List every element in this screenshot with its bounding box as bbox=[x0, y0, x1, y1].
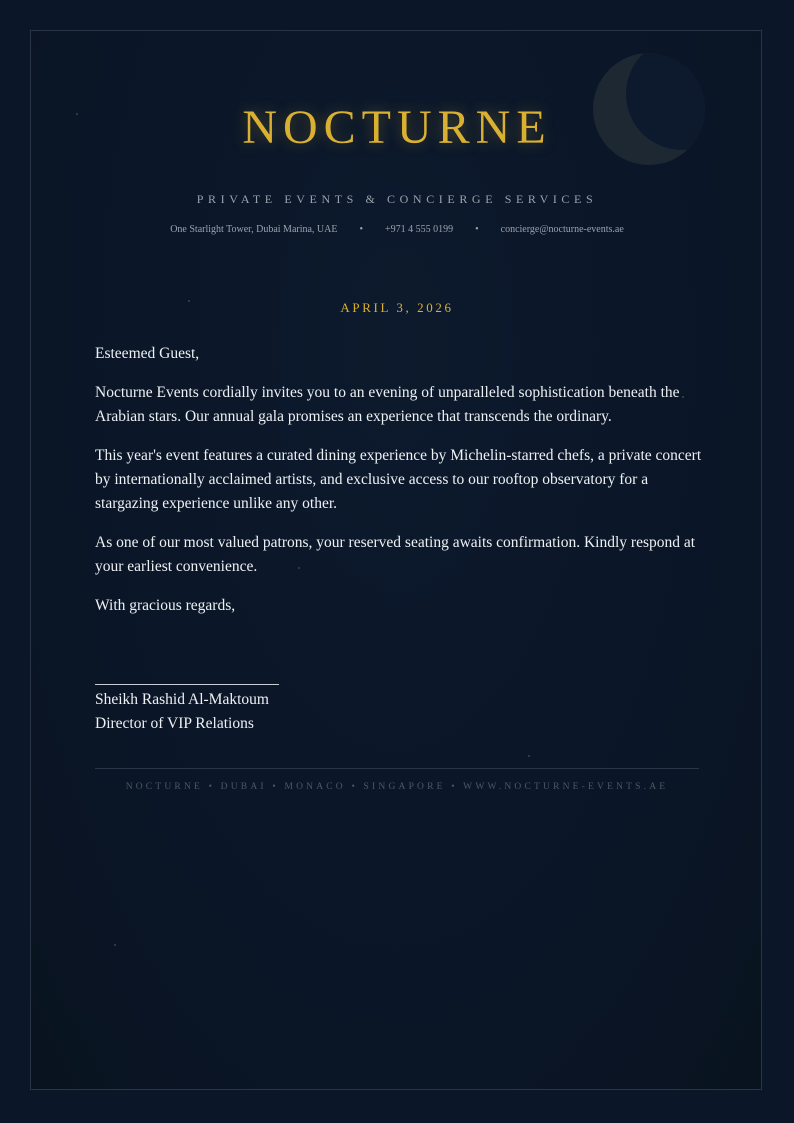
paragraph: This year's event features a curated dining experience by Michelin-starred chefs, a private concert by internationally acclaimed artists, and exclusive access to our rooftop observatory for a stargazing experience unlike any other. bbox=[95, 447, 702, 512]
signatory-name: Sheikh Rashid Al-Maktoum bbox=[95, 691, 269, 708]
address: One Starlight Tower, Dubai Marina, UAE bbox=[170, 224, 338, 235]
letter-body bbox=[95, 342, 705, 633]
signatory-title: Director of VIP Relations bbox=[95, 715, 254, 732]
email: concierge@nocturne-events.ae bbox=[500, 224, 624, 235]
signature-line bbox=[95, 684, 279, 685]
brand-logo: NOCTURNE bbox=[242, 101, 552, 154]
separator: • bbox=[475, 224, 479, 235]
footer-text: NOCTURNE • DUBAI • MONACO • SINGAPORE • WWW.NOCTURNE-EVENTS.AE bbox=[125, 782, 669, 792]
star-decoration bbox=[528, 755, 530, 757]
tagline: PRIVATE EVENTS & CONCIERGE SERVICES bbox=[196, 192, 598, 206]
paragraph: As one of our most valued patrons, your reserved seating awaits confirmation. Kindly respond at your earliest convenience. bbox=[95, 534, 696, 575]
separator: • bbox=[359, 224, 363, 235]
footer-divider bbox=[95, 768, 699, 769]
paragraph: Nocturne Events cordially invites you to an evening of unparalleled sophistication beneath the Arabian stars. Our annual gala promises an experience that transcends the ordinary. bbox=[95, 384, 680, 425]
salutation: Esteemed Guest, bbox=[95, 345, 200, 362]
letter-date: APRIL 3, 2026 bbox=[340, 300, 454, 315]
star-decoration bbox=[114, 944, 116, 946]
phone: +971 4 555 0199 bbox=[385, 224, 454, 235]
contact-line bbox=[0, 224, 794, 235]
closing: With gracious regards, bbox=[95, 597, 236, 614]
